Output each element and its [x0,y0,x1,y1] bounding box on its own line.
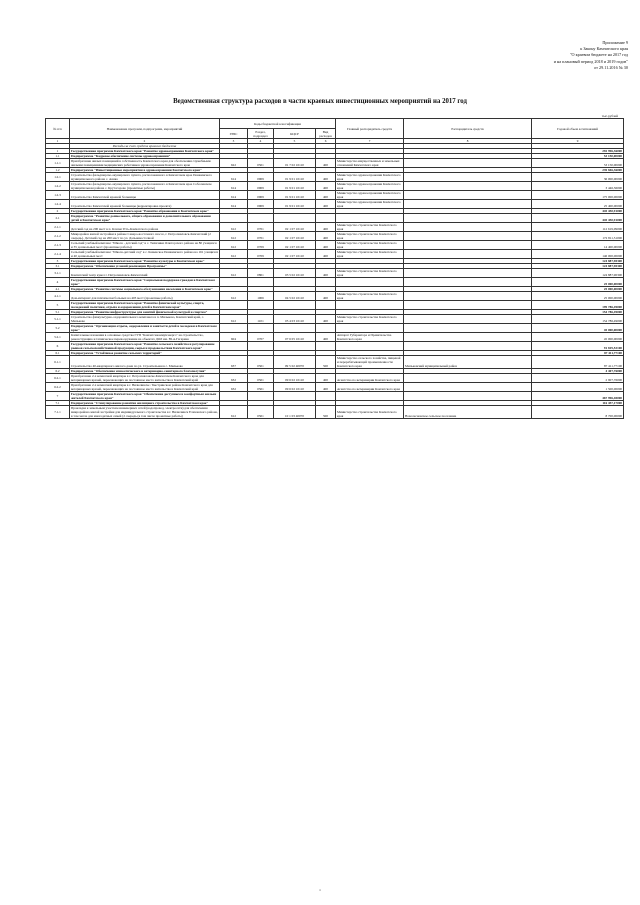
row-section: 0501 [248,356,274,369]
row-grbs: 622 [220,159,248,168]
row-recipient [404,241,532,250]
row-recipient [404,392,532,401]
row-kcsr: 01 9 01 10110 [274,191,316,200]
row-kvr: 400 [316,250,336,259]
row-name: Прокладка к земельным участкам инженерных сетей (водопровод, электросети) для обеспечения микрорайона жилой застройки для индивидуального строительства в г. Вилючинск Елизовского района, в том числе для многодетных семей (2 очередь (в том числе проектные работы) [71,406,218,418]
row-sum: 124 887,90300 [532,259,624,264]
row-sum: 172 811,51000 [532,232,624,241]
row-name: Строительство 40-квартирного жилого дома по ул. Строительная в с. Мильково [70,356,220,369]
row-sum: 445 450,91000 [532,214,624,223]
row-sum: 2 907,76000 [532,374,624,383]
row-kcsr: 01 9 01 10110 [274,173,316,182]
row-grbs: 612 [220,250,248,259]
row-grbs: 612 [220,269,248,278]
row-kvr: 500 [316,406,336,419]
row-kvr: 400 [316,182,336,191]
row-grbs: 612 [220,223,248,232]
row-name: Подпрограмма "Обеспечение эпизоотического и ветеринарно-санитарного благополучия" [70,369,220,374]
row-admin: Министерство имущественных и земельных отношений Камчатского края [336,159,404,168]
expenditure-table [45,118,624,419]
row-number: 4 [46,278,70,287]
attachment-line: к Закону Камчатского края [580,46,628,52]
row-name: Строительство Камчатской краевой больницы [70,191,220,200]
row-kcsr: 02 1 07 10110 [274,241,316,250]
row-grbs: 612 [220,241,248,250]
row-number: 5 [46,301,70,310]
attachment-line: от 29.11.2016 № 30 [594,64,628,70]
row-kvr: 400 [316,269,336,278]
row-recipient [404,333,532,342]
row-number: 3.1 [46,264,70,269]
table-row [46,392,624,401]
row-admin [336,214,404,223]
row-name: Приобретение жилых помещений в собственность Камчатского края для обеспечения служебными жилыми помещениями медицинских работников здравоохранения Камчатского края [70,159,220,168]
row-admin: Министерство строительства Камчатского края [336,232,404,241]
row-kvr: 400 [316,292,336,301]
row-name: Капитальные вложения в основные средства ГУП "Камчатсккоммунэнерго" на строительство, реконструкцию и техническое перевооружение на объектах ДОЛ им. Ю.А.Гагарина [70,333,220,342]
column-number: 4 [248,139,274,144]
row-admin [336,324,404,333]
row-number: 2.1.4 [46,250,70,259]
row-section [248,278,274,287]
header-section: Раздел, подраздел [248,129,274,139]
row-recipient [404,342,532,351]
row-recipient [404,315,532,324]
row-section: 0909 [248,191,274,200]
table-row [46,223,624,232]
row-kcsr [274,342,316,351]
row-recipient [404,200,532,209]
row-recipient [404,173,532,182]
row-name: Подпрограмма "Развитие дошкольного, общего образования и дополнительного образования детей в Камчатском крае" [70,214,220,223]
row-sum: 25 000,00000 [532,292,624,301]
column-number: 2 [70,139,220,144]
row-admin: Агентство по ветеринарии Камчатского края [336,374,404,383]
row-admin [336,392,404,401]
row-number: 6.2.1 [46,374,70,383]
table-row [46,250,624,259]
row-kcsr [274,324,316,333]
row-grbs: 612 [220,292,248,301]
table-row [46,406,624,419]
row-kcsr: 01 9 01 10110 [274,182,316,191]
row-sum: 124 887,90300 [532,264,624,269]
row-number: 6.2 [46,369,70,374]
row-kvr: 400 [316,223,336,232]
row-sum: 4 407,76000 [532,369,624,374]
row-number: 3.1.1 [46,269,70,278]
header-admin: Главный распорядитель средств [336,119,404,139]
row-kcsr: 05 4 03 10110 [274,315,316,324]
row-grbs [220,342,248,351]
row-kvr [316,214,336,223]
table-row [46,324,624,333]
row-name: Строительство физкультурно-оздоровительного комплекса в п. Мильково, Камчатский край, с. Мильково [70,315,220,324]
row-admin: Министерство строительства Камчатского края [336,223,404,232]
row-number: 1.2.4 [46,200,70,209]
row-name: Подпрограмма "Стимулирование развития жилищного строительства в Камчатском крае" [70,401,220,406]
row-recipient [404,159,532,168]
row-recipient [404,292,532,301]
row-sum: 8 700,00000 [532,406,624,419]
column-number: 9 [532,139,624,144]
row-sum: 45 000,00000 [532,333,624,342]
row-admin: Агентство по ветеринарии Камчатского края [336,383,404,392]
row-grbs: 614 [220,182,248,191]
header-kvr: Вид расходов [316,129,336,139]
table-row [46,173,624,182]
row-admin: Министерство строительства Камчатского края [336,292,404,301]
row-name: Приобретение 2-х комнатной квартиры в г. Петропавловске-Камчатском Камчатского края для ветеринарных врачей, переезжающих на постоянное место жительства в Камчатский край [70,374,220,383]
row-section: 1101 [248,315,274,324]
attachment-line: и на плановый период 2018 и 2019 годов" [553,58,628,64]
row-name: Государственная программа Камчатского края "Развитие культуры в Камчатском крае" [70,259,220,264]
table-row [46,383,624,392]
row-section: 0709 [248,250,274,259]
row-admin [336,342,404,351]
row-sum: 1 500,00000 [532,383,624,392]
row-name: Сельский учебный комплекс "Школа - детский сад" в с. Тиличики Олюторского района на 80 учащихся и 35 дошкольных мест (проектные работы) [70,241,220,250]
row-grbs [220,278,248,287]
row-name: Камчатский театр кукол г. Петропавловск-Камчатский [70,269,220,278]
row-number: 6 [46,342,70,351]
row-name: Подпрограмма "Организация отдыха, оздоровления и занятости детей и молодежи в Камчатском крае" [70,324,220,333]
row-kvr [316,301,336,310]
header-recipient: Распорядитель средств [404,119,532,139]
row-kvr: 400 [316,383,336,392]
row-kcsr: 03 5 02 10110 [274,269,316,278]
row-grbs: 612 [220,315,248,324]
row-grbs: 632 [220,383,248,392]
page-number: 1 [319,888,321,892]
row-section [248,214,274,223]
row-section: 0701 [248,223,274,232]
document-title: Ведомственная структура расходов в части краевых инвестиционных мероприятий на 2017 год [173,98,467,105]
row-kvr: 400 [316,173,336,182]
row-kcsr: 02 1 07 10110 [274,250,316,259]
row-name: Сельский учебный комплекс "Школа-детский сад" в с. Каменское Пенжинского района на 161 учащихся и 40 дошкольных мест [71,250,218,258]
row-admin: Министерство строительства Камчатского края [336,269,404,278]
row-number: 5.1.1 [46,315,70,324]
row-name: Строительство Камчатской краевой больницы (корректировка проекта) [70,200,220,209]
row-number: 2.1 [46,214,70,223]
row-kcsr: 09 6 02 10110 [274,383,316,392]
table-row [46,269,624,278]
row-number: 6.1 [46,351,70,356]
row-kvr [316,278,336,287]
row-number: 2.1.2 [46,232,70,241]
row-name: Дом-интернат для психически больных на 403 мест (проектные работы) [70,292,220,301]
header-total: Годовой объем ассигнований [532,119,624,139]
row-name: Приобретение 2-х комнатной квартиры в г. Вилючинске / Быстринском районе Камчатского края для ветеринарных врачей, переезжающих на постоянное место жительства в Камчатский край [70,383,220,392]
row-sum: 199 786,49000 [532,301,624,310]
row-number: 1 [46,149,70,154]
table-row [46,356,624,369]
column-number: 6 [316,139,336,144]
row-recipient [404,191,532,200]
header-kcsr: КЦСР [274,129,316,139]
row-sum: 124 887,90300 [532,269,624,278]
row-kvr [316,342,336,351]
header-num: № п/п [46,119,70,139]
row-grbs [220,392,248,401]
row-sum: 25 400,00000 [532,200,624,209]
attachment-line: "О краевом бюджете на 2017 год [569,52,628,58]
row-sum: 154 786,49000 [532,310,624,315]
row-section [248,392,274,401]
column-number: 8 [404,139,532,144]
row-admin: Министерство здравоохранения Камчатского края [336,173,404,182]
row-grbs: 614 [220,191,248,200]
row-sum: 53 150,00000 [532,159,624,168]
row-recipient: Новолесновское сельское поселение [404,406,532,419]
row-recipient [404,223,532,232]
row-sum: 3 446,36000 [532,182,624,191]
row-section [248,301,274,310]
row-kvr: 400 [316,200,336,209]
row-recipient [404,182,532,191]
table-row [46,333,624,342]
row-number: 1.2.3 [46,191,70,200]
row-admin: Министерство строительства Камчатского края [336,250,404,259]
row-grbs: 612 [220,232,248,241]
row-sum: 175 000,00000 [532,191,624,200]
row-number: 1.2.1 [46,173,70,182]
row-section: 0501 [248,406,274,419]
row-kcsr [274,392,316,401]
row-sum: 239 846,36000 [532,168,624,173]
row-kcsr: 02 1 07 10110 [274,232,316,241]
table-row [46,342,624,351]
row-number: 5.2.1 [46,333,70,342]
row-name: Подпрограмма "Развитие системы социального обслуживания населения в Камчатском крае" [70,287,220,292]
row-number: 1.2 [46,168,70,173]
row-kvr [316,324,336,333]
row-name: Государственная программа Камчатского края "Развитие сельского хозяйства и регулирование рынков сельскохозяйственной продукции, сырья и продовольствия Камчатского края" [70,342,220,351]
row-name: Государственная программа Камчатского края "Обеспечение доступным и комфортным жильем жителей Камчатского края" [70,392,220,401]
row-sum: 292 996,36000 [532,149,624,154]
row-name: Государственная программа Камчатского края "Развитие физической культуры, спорта, молодежной политики, отдыха и оздоровления детей в Камчатском крае" [70,301,220,310]
row-sum: 25 000,00000 [532,278,624,287]
row-number: 5.2 [46,324,70,333]
row-section: 0701 [248,232,274,241]
row-sum: 25 000,00000 [532,287,624,292]
row-recipient [404,383,532,392]
row-sum: 445 450,91000 [532,209,624,214]
row-sum: 467 996,40000 [532,392,624,401]
row-number: 6.2.2 [46,383,70,392]
row-name: Подпрограмма "Инвестиционные мероприятия в здравоохранении Камчатского края" [70,168,220,173]
row-number: 7 [46,392,70,401]
row-section [248,342,274,351]
row-grbs: 604 [220,333,248,342]
row-kcsr: 10 1 03 40070 [274,406,316,419]
row-admin: Министерство строительства Камчатского края [336,241,404,250]
row-recipient [404,301,532,310]
row-grbs: 632 [220,374,248,383]
row-kvr: 400 [316,333,336,342]
table-row [46,232,624,241]
row-section: 0909 [248,182,274,191]
row-name: Подпрограмма "Обеспечение условий реализации Программы" [70,264,220,269]
header-codes: Коды бюджетной классификации [220,119,336,129]
row-recipient [404,278,532,287]
row-section: 0501 [248,383,274,392]
row-number: 3 [46,259,70,264]
row-name: Подпрограмма "Кадровое обеспечение системы здравоохранения" [70,154,220,159]
row-name: Расходы за счет средств краевого бюджета [70,144,220,149]
row-kcsr [274,301,316,310]
attachment-note [438,40,628,71]
row-recipient [404,324,532,333]
row-kcsr: 01 9 01 10110 [274,200,316,209]
row-number: 7.1 [46,401,70,406]
row-admin: Министерство здравоохранения Камчатского края [336,200,404,209]
column-number: 1 [46,139,70,144]
row-number: 4.1 [46,287,70,292]
table-row [46,278,624,287]
row-number: 1.1.1 [46,159,70,168]
row-sum: 14 400,00000 [532,241,624,250]
row-sum: 91 819,53100 [532,342,624,351]
row-kvr [316,392,336,401]
row-grbs [220,301,248,310]
row-recipient: Мильковский муниципальный район [404,356,532,369]
row-admin [336,278,404,287]
row-number: 4.1.1 [46,292,70,301]
row-section: 0909 [248,173,274,182]
row-number: 6.1.1 [46,356,70,369]
row-number: 2.1.1 [46,223,70,232]
row-sum: 87 411,77100 [532,356,624,369]
row-recipient [404,374,532,383]
row-section: 0801 [248,269,274,278]
row-recipient [404,269,532,278]
column-number: 3 [220,139,248,144]
row-admin: Министерство сельского хозяйства, пищевой и перерабатывающей промышленности Камчатского края [336,356,404,369]
row-kcsr: 04 5 02 10110 [274,292,316,301]
row-sum: 112 619,09000 [532,223,624,232]
column-number: 7 [336,139,404,144]
table-row [46,200,624,209]
row-sum: 87 411,77100 [532,351,624,356]
row-admin: Министерство строительства Камчатского края [336,315,404,324]
table-row [46,159,624,168]
table-body [46,144,624,419]
table-row [46,315,624,324]
row-grbs: 614 [220,200,248,209]
row-kvr: 400 [316,315,336,324]
row-section [248,324,274,333]
row-name: Подпрограмма "Развитие инфраструктуры для занятий физической культурой и спортом" [70,310,220,315]
row-kvr: 400 [316,241,336,250]
unit-label: тыс.рублей [601,114,618,118]
header-grbs: ГРБС [220,129,248,139]
row-recipient [404,250,532,259]
row-name: Государственная программа Камчатского края "Развитие здравоохранения Камчатского края" [70,149,220,154]
row-kvr: 400 [316,232,336,241]
row-admin [336,301,404,310]
row-kcsr [274,214,316,223]
row-grbs: 614 [220,173,248,182]
row-kvr: 500 [316,356,336,369]
row-section: 0501 [248,159,274,168]
row-name: Государственная программа Камчатского края "Социальная поддержка граждан в Камчатском крае" [70,278,220,287]
row-name: Подпрограмма "Устойчивое развитие сельских территорий" [70,351,220,356]
row-grbs: 612 [220,406,248,419]
table-row [46,301,624,310]
row-sum: 45 000,00000 [532,324,624,333]
row-name: Строительство фельдшерско-акушерского пункта, расположенного в Камчатском крае Соболевском муниципальном районе с. Крутогорово (проектные работы) [70,182,220,191]
attachment-line: Приложение 9 [602,40,628,45]
row-section: 0709 [248,241,274,250]
row-grbs: 637 [220,356,248,369]
row-sum: 116 457,17000 [532,401,624,406]
row-sum: 53 150,00000 [532,154,624,159]
table-row [46,191,624,200]
row-number: 2 [46,209,70,214]
row-name: Детский сад на 200 мест в п. Ключи Усть-Камчатского района [70,223,220,232]
row-name: Микрорайон жилой застройки в районе Северо-восточного шоссе, г. Петропавловск-Камчатский (2 очередь). Детский сад на 260 мест по ул. Дальневосточной [70,232,220,241]
row-recipient [404,214,532,223]
table-row [46,374,624,383]
row-kcsr: 01 7 02 10110 [274,159,316,168]
row-section: 0501 [248,374,274,383]
row-kvr: 400 [316,374,336,383]
table-row [46,241,624,250]
row-section: 0909 [248,200,274,209]
table-row [46,214,624,223]
table-row [46,182,624,191]
row-kcsr: 09 6 02 10110 [274,374,316,383]
row-admin: Министерство строительства Камчатского края [336,406,404,419]
row-number: 5.1 [46,310,70,315]
table-row [46,292,624,301]
row-grbs [220,324,248,333]
row-kvr: 400 [316,159,336,168]
row-section: 0707 [248,333,274,342]
row-kvr: 400 [316,191,336,200]
row-admin: Аппарат Губернатора и Правительства Камчатского края [336,333,404,342]
row-number: 7.1.1 [46,406,70,419]
row-grbs [220,214,248,223]
row-sum: 36 000,00000 [532,173,624,182]
row-name: Строительство фельдшерско-акушерского пункта, расположенного в Камчатском крае Пенжинского муниципального района с. Аянка [70,173,220,182]
row-kcsr: 07 6 05 10110 [274,333,316,342]
header-name: Наименование программ, подпрограмм, мероприятий [70,119,220,139]
column-number: 5 [274,139,316,144]
row-kcsr [274,278,316,287]
row-number: 1.1 [46,154,70,159]
row-admin: Министерство здравоохранения Камчатского края [336,191,404,200]
row-number: 1.2.2 [46,182,70,191]
row-kcsr: 02 1 07 10110 [274,223,316,232]
row-section: 1006 [248,292,274,301]
row-sum: 146 000,00000 [532,250,624,259]
row-kcsr: 09 5 02 40070 [274,356,316,369]
row-name: Государственная программа Камчатского края "Развитие образования в Камчатском крае" [70,209,220,214]
row-admin: Министерство здравоохранения Камчатского края [336,182,404,191]
row-number: 2.1.3 [46,241,70,250]
row-sum: 154 786,49000 [532,315,624,324]
row-recipient [404,232,532,241]
